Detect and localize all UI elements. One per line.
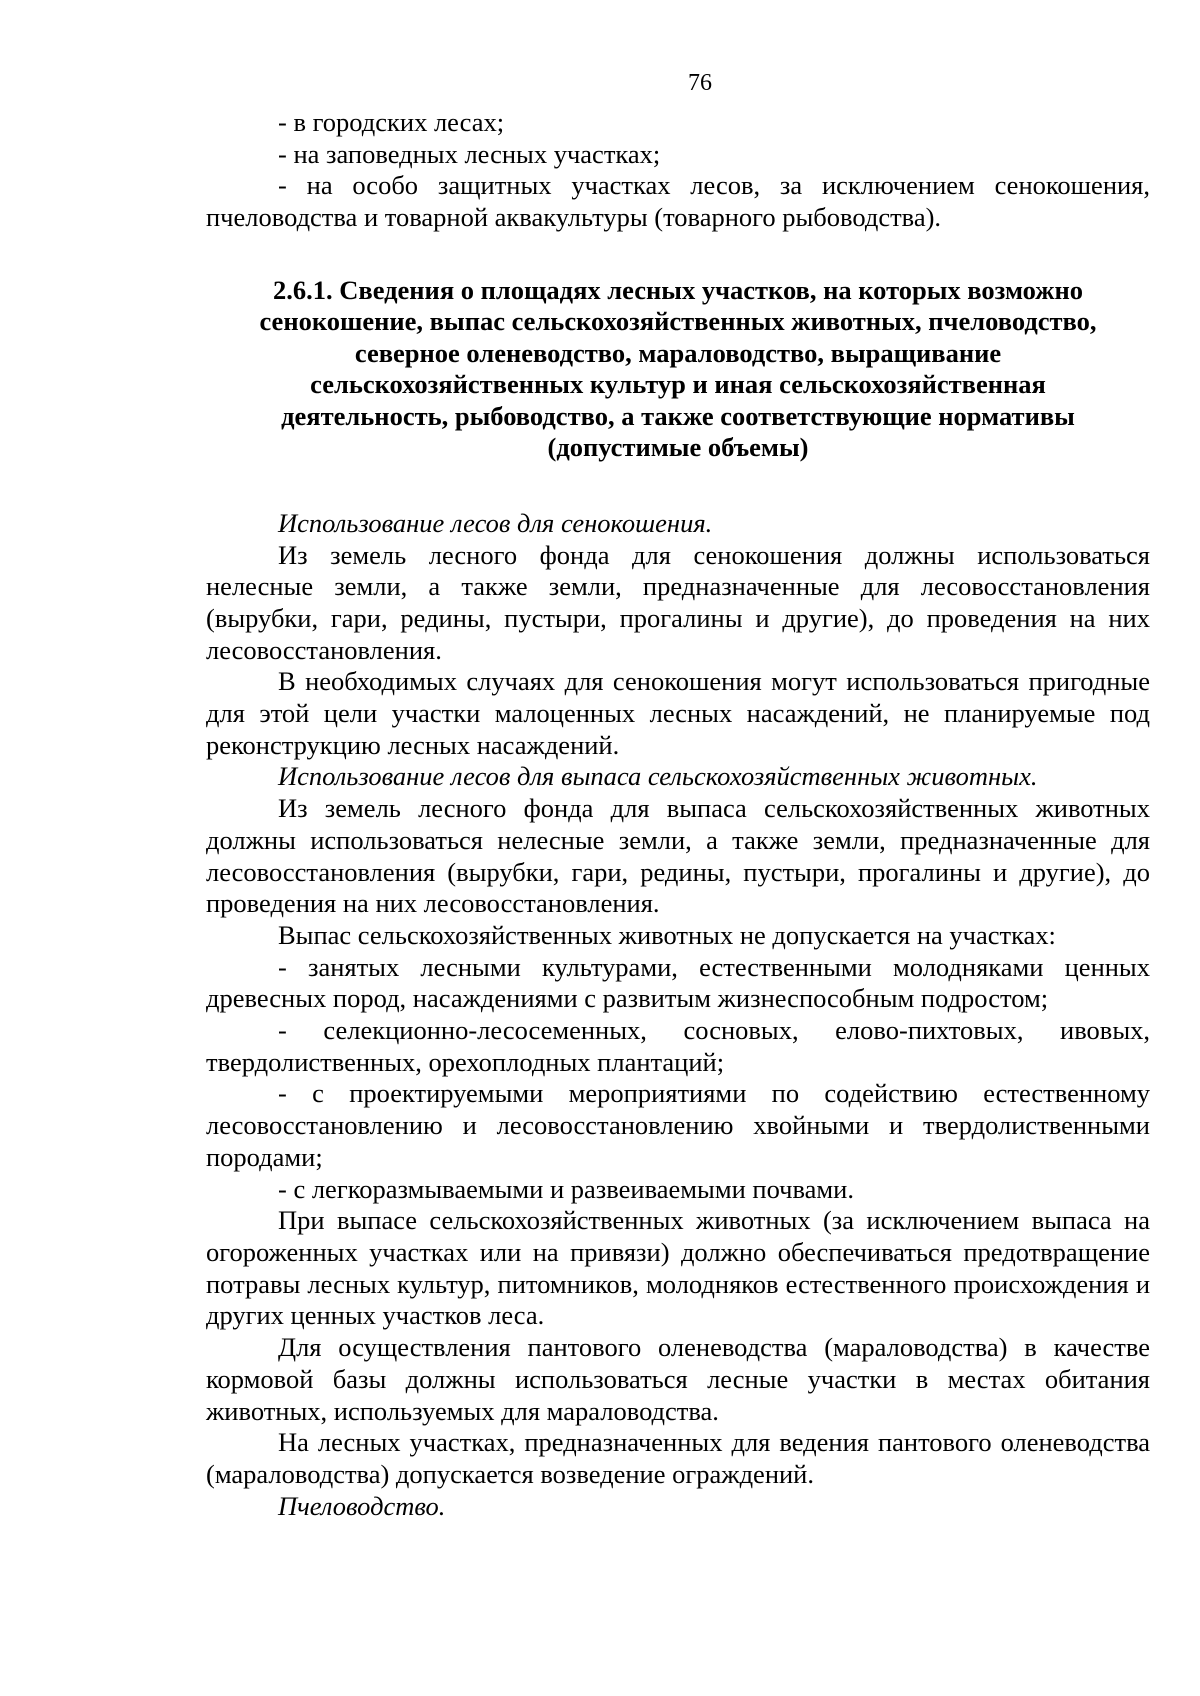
list-item: - селекционно-лесосеменных, сосновых, елово-пихтовых, ивовых, твердолиственных, орехоплодных плантаций; xyxy=(206,1015,1150,1077)
list-item-reserved-areas: - на заповедных лесных участках; xyxy=(278,138,661,169)
heading-line: сенокошение, выпас сельскохозяйственных животных, пчеловодство, xyxy=(259,306,1097,337)
list-item: - занятых лесными культурами, естественными молодняками ценных древесных пород, насаждениями с развитым жизнеспособным подростом; xyxy=(206,951,1150,1014)
paragraph: Для осуществления пантового оленеводства (мараловодства) в качестве кормовой базы должны использоваться лесные участки в местах обитания животных, используемых для мараловодства. xyxy=(206,1332,1150,1426)
heading-line: сельскохозяйственных культур и иная сельскохозяйственная xyxy=(310,369,1046,400)
list-item-urban-forests: - в городских лесах; xyxy=(278,107,505,137)
subheading-grazing: Использование лесов для выпаса сельскохозяйственных животных. xyxy=(278,761,1038,792)
page-number: 76 xyxy=(688,70,712,96)
heading-line: 2.6.1. Сведения о площадях лесных участков, на которых возможно xyxy=(273,274,1083,305)
paragraph: При выпасе сельскохозяйственных животных (за исключением выпаса на огороженных участках или на привязи) должно обеспечиваться предотвращение потравы лесных культур, питомников, молодняков естественного происхождения и других ценных участков леса. xyxy=(206,1205,1150,1331)
list-item: - с проектируемыми мероприятиями по содействию естественному лесовосстановлению и лесовосстановлению хвойными и твердолиственными породами; xyxy=(206,1078,1150,1172)
paragraph: Из земель лесного фонда для сенокошения должны использоваться нелесные земли, а также земли, предназначенные для лесовосстановления (вырубки, гари, редины, пустыри, прогалины и другие), до проведения на них лесовосстановления. xyxy=(206,539,1150,665)
document-page xyxy=(206,60,1150,1522)
paragraph: На лесных участках, предназначенных для ведения пантового оленеводства (мараловодства) допускается возведение ограждений. xyxy=(206,1427,1150,1489)
heading-line: (допустимые объемы) xyxy=(547,432,809,463)
heading-line: северное оленеводство, мараловодство, выращивание xyxy=(354,337,1002,368)
subheading-beekeeping: Пчеловодство. xyxy=(278,1490,446,1521)
list-item-protective-areas: - на особо защитных участках лесов, за исключением сенокошения, пчеловодства и товарной аквакультуры (товарного рыбоводства). xyxy=(206,170,1150,233)
section-heading xyxy=(206,275,1150,464)
paragraph: Из земель лесного фонда для выпаса сельскохозяйственных животных должны использоваться нелесные земли, а также земли, предназначенные для лесовосстановления (вырубки, гари, редины, пустыри, прогалины и другие), до проведения на них лесовосстановления. xyxy=(206,793,1150,919)
paragraph: В необходимых случаях для сенокошения могут использоваться пригодные для этой цели участки малоценных лесных насаждений, не планируемые под реконструкцию лесных насаждений. xyxy=(206,666,1150,760)
subheading-haymaking: Использование лесов для сенокошения. xyxy=(278,507,713,538)
paragraph: Выпас сельскохозяйственных животных не допускается на участках: xyxy=(278,919,1056,950)
heading-line: деятельность, рыбоводство, а также соответствующие нормативы xyxy=(281,400,1075,431)
list-item: - с легкоразмываемыми и развеиваемыми почвами. xyxy=(278,1173,854,1204)
